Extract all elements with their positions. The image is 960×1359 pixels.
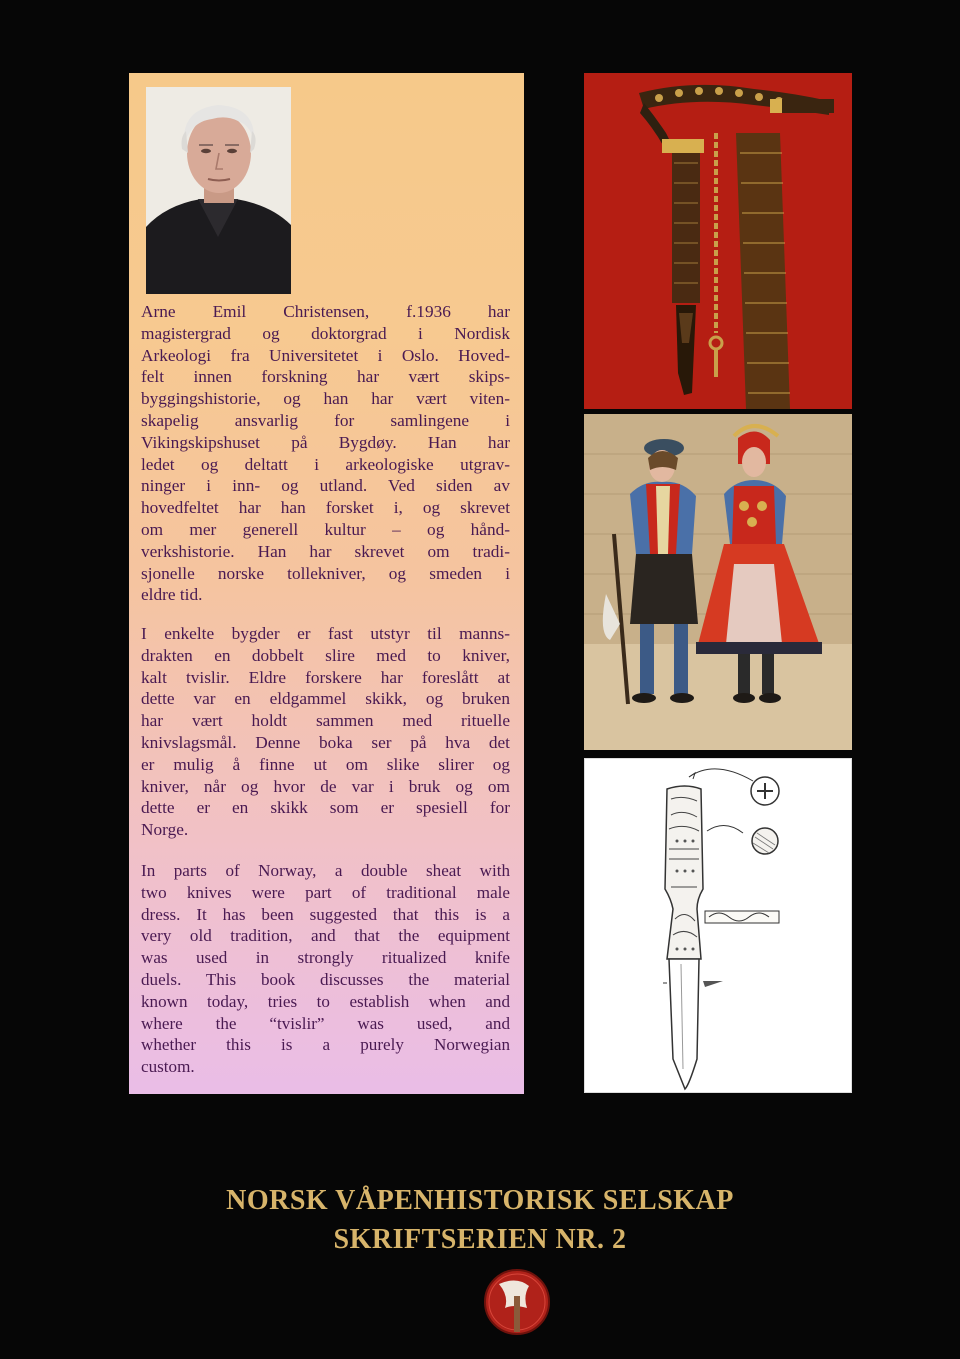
summary-english-line: two knives were part of traditional male [141,882,510,902]
author-bio-line: Vikingskipshuset på Bygdøy. Han har [141,432,510,452]
society-name: NORSK VÅPENHISTORISK SELSKAP [226,1185,734,1216]
author-bio-line: hovedfeltet har han forsket i, og skrevet [141,498,510,518]
author-bio [141,301,510,606]
summary-norwegian-line: har vært holdt sammen med rituelle [141,711,510,731]
summary-norwegian-line: dette var en eldgammel skikk, og bruken [141,689,510,709]
series-name: SKRIFTSERIEN NR. 2 [333,1224,627,1255]
summary-english-line: where the “tvislir” was used, and [141,1013,510,1033]
author-bio-line: verkshistorie. Han har skrevet om tradi- [141,541,510,561]
author-bio-line: eldre tid. [141,585,203,605]
author-bio-line: skapelig ansvarlig for samlingene i [141,410,510,430]
summary-english-line: custom. [141,1057,195,1077]
author-bio-line: om mer generell kultur – og hånd- [141,519,510,539]
summary-english-line: whether this is a purely Norwegian [141,1035,510,1055]
author-bio-line: Arne Emil Christensen, f.1936 har [141,302,510,321]
summary-english [141,860,510,1078]
summary-norwegian-line: I enkelte bygder er fast utstyr til manns- [141,624,510,643]
summary-norwegian-line: kniver, når og hvor de var i bruk og om [141,776,510,796]
summary-english-line: was used in strongly ritualized knife [141,948,510,968]
folk-costume-painting [584,414,852,750]
author-bio-line: magistergrad og doktorgrad i Nordisk [141,323,510,343]
author-bio-line: ninger i inn- og utland. Ved siden av [141,476,510,496]
knife-line-drawing [584,758,852,1093]
author-bio-line: felt innen forskning har vært skips- [141,367,510,387]
summary-norwegian-line: kalt tvislir. Eldre forskere har foreslått at [141,667,510,687]
summary-norwegian-line: dette er en skikk som er spesiell for [141,798,510,818]
summary-english-line: In parts of Norway, a double sheat with [141,861,510,880]
summary-norwegian-line: drakten en dobbelt slire med to kniver, [141,645,510,665]
author-photo [146,87,291,294]
belt-sheath-photo [584,73,852,409]
summary-english-line: duels. This book discusses the material [141,969,510,989]
author-bio-line: ledet og deltatt i arkeologiske utgrav- [141,454,510,474]
summary-norwegian [141,623,510,841]
author-bio-line: sjonelle norske tollekniver, og smeden i [141,563,510,583]
summary-english-line: known today, tries to establish when and [141,991,510,1011]
summary-english-line: very old tradition, and that the equipment [141,926,510,946]
author-bio-line: byggingshistorie, og han har vært viten- [141,389,510,409]
text-panel [129,73,524,1094]
summary-english-line: dress. It has been suggested that this is a [141,904,510,924]
author-bio-line: Arkeologi fra Universitetet i Oslo. Hoved- [141,345,510,365]
summary-norwegian-line: Norge. [141,820,189,840]
society-seal-logo [483,1268,551,1341]
summary-norwegian-line: er mulig å finne ut om slike slirer og [141,754,510,774]
summary-norwegian-line: knivslagsmål. Denne boka ser på hva det [141,732,510,752]
